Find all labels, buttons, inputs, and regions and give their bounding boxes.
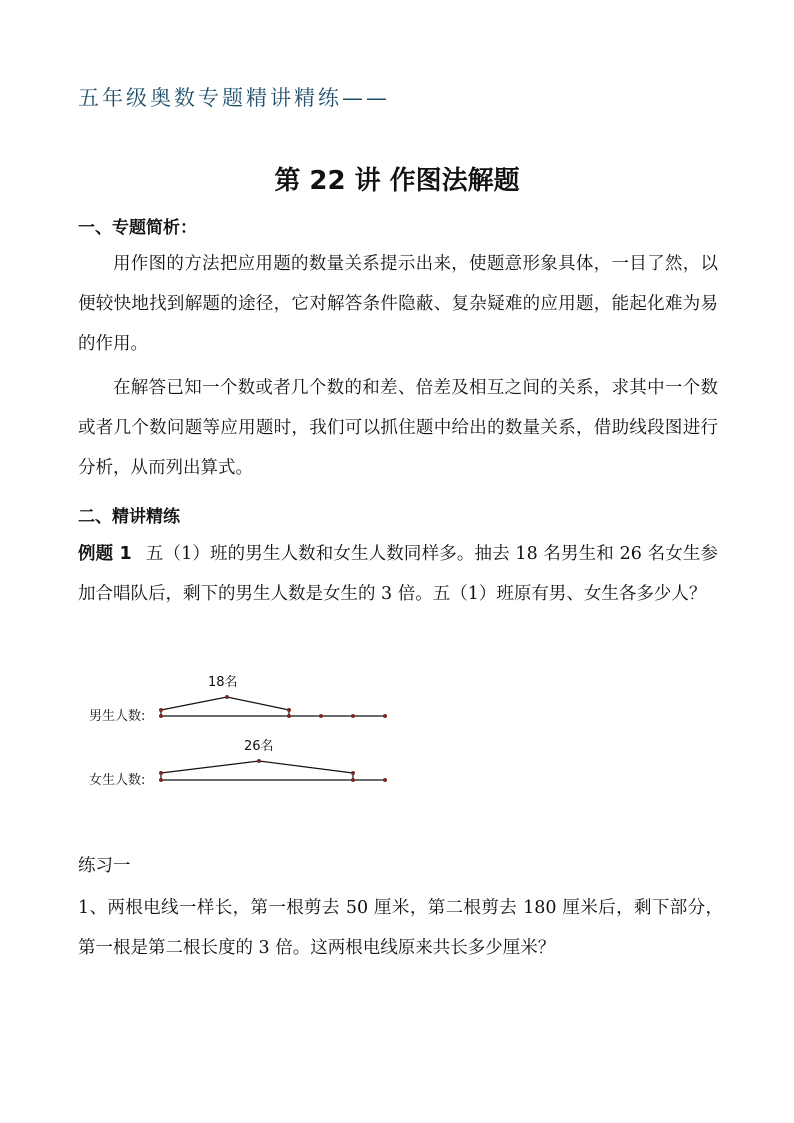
girls-brace-apex xyxy=(257,759,261,763)
girls-point xyxy=(383,778,387,782)
girls-point xyxy=(159,778,163,782)
boys-brace xyxy=(161,697,289,710)
section-heading-analysis: 一、专题简析： xyxy=(78,218,197,238)
girls-point xyxy=(159,771,163,775)
boys-point xyxy=(319,714,323,718)
girls-point xyxy=(351,771,355,775)
analysis-paragraph-1: 用作图的方法把应用题的数量关系提示出来，使题意形象具体，一目了然，以便较快地找到解题的途径，它对解答条件隐蔽、复杂疑难的应用题，能起化难为易的作用。 xyxy=(78,254,718,354)
line-segment-diagram xyxy=(78,665,408,795)
practice-question-1: 1、两根电线一样长，第一根剪去 50 厘米，第二根剪去 180 厘米后，剩下部分，第一根是第二根长度的 3 倍。这两根电线原来共长多少厘米？ xyxy=(78,898,723,958)
boys-point xyxy=(351,714,355,718)
section-heading-practice: 二、精讲精练 xyxy=(78,507,180,527)
boys-brace-label: 18名 xyxy=(208,675,238,690)
boys-brace-apex xyxy=(225,695,229,699)
practice-title: 练习一 xyxy=(78,856,131,876)
boys-point xyxy=(159,714,163,718)
example-1-label: 例题 1 xyxy=(78,544,132,564)
girls-label: 女生人数: xyxy=(89,773,146,788)
analysis-paragraph-2: 在解答已知一个数或者几个数的和差、倍差及相互之间的关系，求其中一个数或者几个数问题等应用题时，我们可以抓住题中给出的数量关系，借助线段图进行分析，从而列出算式。 xyxy=(78,378,718,478)
series-header: 五年级奥数专题精讲精练—— xyxy=(78,86,390,110)
girls-brace xyxy=(161,761,353,773)
boys-point xyxy=(287,708,291,712)
boys-point xyxy=(159,708,163,712)
example-1 xyxy=(78,534,718,614)
boys-point xyxy=(287,714,291,718)
girls-brace-label: 26名 xyxy=(244,739,274,754)
boys-point xyxy=(383,714,387,718)
example-1-text: 五（1）班的男生人数和女生人数同样多。抽去 18 名男生和 26 名女生参加合唱队后，剩下的男生人数是女生的 3 倍。五（1）班原有男、女生各多少人？ xyxy=(78,544,718,604)
boys-label: 男生人数: xyxy=(89,709,146,724)
lecture-title: 第 22 讲 作图法解题 xyxy=(274,166,520,196)
girls-point xyxy=(351,778,355,782)
